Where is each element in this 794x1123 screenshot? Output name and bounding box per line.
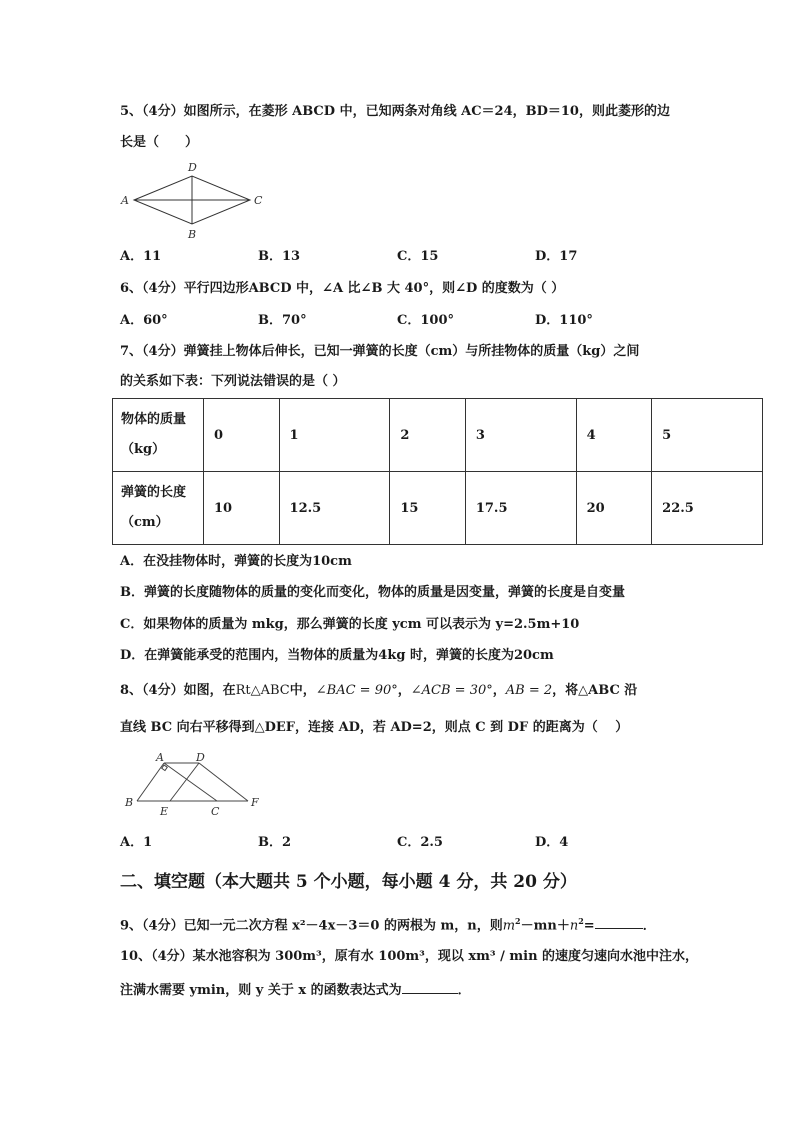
q8-option-c[interactable]: C．2.5 bbox=[397, 835, 443, 850]
q10-text-line1: 10、（4分）某水池容积为 300m³，原有水 100m³，现以 xm³ / min 的速度匀速向水池中注水， bbox=[120, 949, 699, 964]
q7-text-line1: 7、（4分）弹簧挂上物体后伸长，已知一弹簧的长度（cm）与所挂物体的质量（kg）之间 bbox=[120, 344, 640, 359]
q7-text-line2: 的关系如下表：下列说法错误的是（ ） bbox=[120, 374, 346, 389]
q7-option-a[interactable]: A．在没挂物体时，弹簧的长度为10cm bbox=[120, 554, 352, 569]
line-ac bbox=[164, 763, 217, 801]
q6-option-b[interactable]: B．70° bbox=[258, 313, 307, 328]
label-a: A bbox=[156, 751, 164, 764]
table-cell: 15 bbox=[390, 472, 466, 545]
q8-option-b[interactable]: B．2 bbox=[258, 835, 292, 850]
angle-bac: ∠BAC = 90° bbox=[315, 683, 398, 698]
table-cell: 1 bbox=[279, 399, 390, 472]
angle-acb: ∠ACB = 30° bbox=[410, 683, 493, 698]
table-cell: 22.5 bbox=[652, 472, 763, 545]
table-cell: 12.5 bbox=[279, 472, 390, 545]
label-d: D bbox=[188, 161, 197, 174]
label-c: C bbox=[211, 805, 220, 818]
label-f: F bbox=[251, 796, 259, 809]
q8-option-a[interactable]: A．1 bbox=[120, 835, 153, 850]
q10-text-line2: 注满水需要 ymin，则 y 关于 x 的函数表达式为 ． bbox=[120, 980, 471, 1000]
q7-option-d[interactable]: D．在弹簧能承受的范围内，当物体的质量为4kg 时，弹簧的长度为20cm bbox=[120, 648, 554, 663]
q9-answer-blank[interactable] bbox=[595, 915, 643, 929]
q7-data-table bbox=[112, 398, 763, 545]
q6-option-d[interactable]: D．110° bbox=[535, 313, 593, 328]
table-cell: 20 bbox=[576, 472, 652, 545]
q6-option-a[interactable]: A．60° bbox=[120, 313, 168, 328]
label-b: B bbox=[125, 796, 134, 809]
q7-option-b[interactable]: B．弹簧的长度随物体的质量的变化而变化，物体的质量是因变量，弹簧的长度是自变量 bbox=[120, 585, 625, 600]
table-row-mass bbox=[113, 399, 763, 472]
table-cell: 3 bbox=[465, 399, 576, 472]
label-e: E bbox=[160, 805, 169, 818]
q5-option-d[interactable]: D．17 bbox=[535, 249, 578, 264]
label-c: C bbox=[254, 194, 263, 207]
q8-text-line1: 8、（4分）如图，在Rt△ABC中，∠BAC = 90°，∠ACB = 30°，AB = 2，将△ABC 沿 bbox=[120, 683, 638, 698]
q8-option-d[interactable]: D．4 bbox=[535, 835, 569, 850]
table-cell: 4 bbox=[576, 399, 652, 472]
q5-option-a[interactable]: A．11 bbox=[120, 249, 162, 264]
table-cell: 2 bbox=[390, 399, 466, 472]
q5-text-line2: 长是（ ） bbox=[120, 135, 199, 150]
section-title: 二、填空题（本大题共 5 个小题，每小题 4 分，共 20 分） bbox=[120, 872, 577, 892]
q9-text: 9、（4分）已知一元二次方程 x²－4x－3＝0 的两根为 m，n，则$m^2-mn+n^2=$ ． bbox=[120, 916, 656, 934]
q5-option-b[interactable]: B．13 bbox=[258, 249, 301, 264]
table-header-length: 弹簧的长度 （cm） bbox=[113, 472, 204, 545]
q8-translation-figure bbox=[120, 750, 270, 822]
line-ed bbox=[170, 763, 199, 801]
label-a: A bbox=[121, 194, 129, 207]
table-cell: 5 bbox=[652, 399, 763, 472]
line-df bbox=[199, 763, 248, 801]
table-header-mass: 物体的质量 （kg） bbox=[113, 399, 204, 472]
q5-option-c[interactable]: C．15 bbox=[397, 249, 439, 264]
q7-option-c[interactable]: C．如果物体的质量为 mkg，那么弹簧的长度 ycm 可以表示为 y=2.5m+10 bbox=[120, 617, 580, 632]
ab-length: AB = 2 bbox=[505, 683, 553, 698]
table-cell: 17.5 bbox=[465, 472, 576, 545]
q6-option-c[interactable]: C．100° bbox=[397, 313, 454, 328]
q5-text-line1: 5、（4分）如图所示，在菱形 ABCD 中，已知两条对角线 AC＝24，BD＝10，则此菱形的边 bbox=[120, 104, 670, 119]
q8-text-line2: 直线 BC 向右平移得到△DEF，连接 AD，若 AD=2，则点 C 到 DF 的距离为（ ） bbox=[120, 720, 629, 735]
line-ba bbox=[137, 763, 164, 801]
table-cell: 0 bbox=[204, 399, 280, 472]
q5-rhombus-figure bbox=[118, 158, 268, 242]
q6-text: 6、（4分）平行四边形ABCD 中，∠A 比∠B 大 40°，则∠D 的度数为（ ） bbox=[120, 281, 565, 296]
table-cell: 10 bbox=[204, 472, 280, 545]
table-row-length bbox=[113, 472, 763, 545]
q10-answer-blank[interactable] bbox=[402, 980, 458, 994]
label-d: D bbox=[196, 751, 205, 764]
label-b: B bbox=[188, 228, 197, 241]
